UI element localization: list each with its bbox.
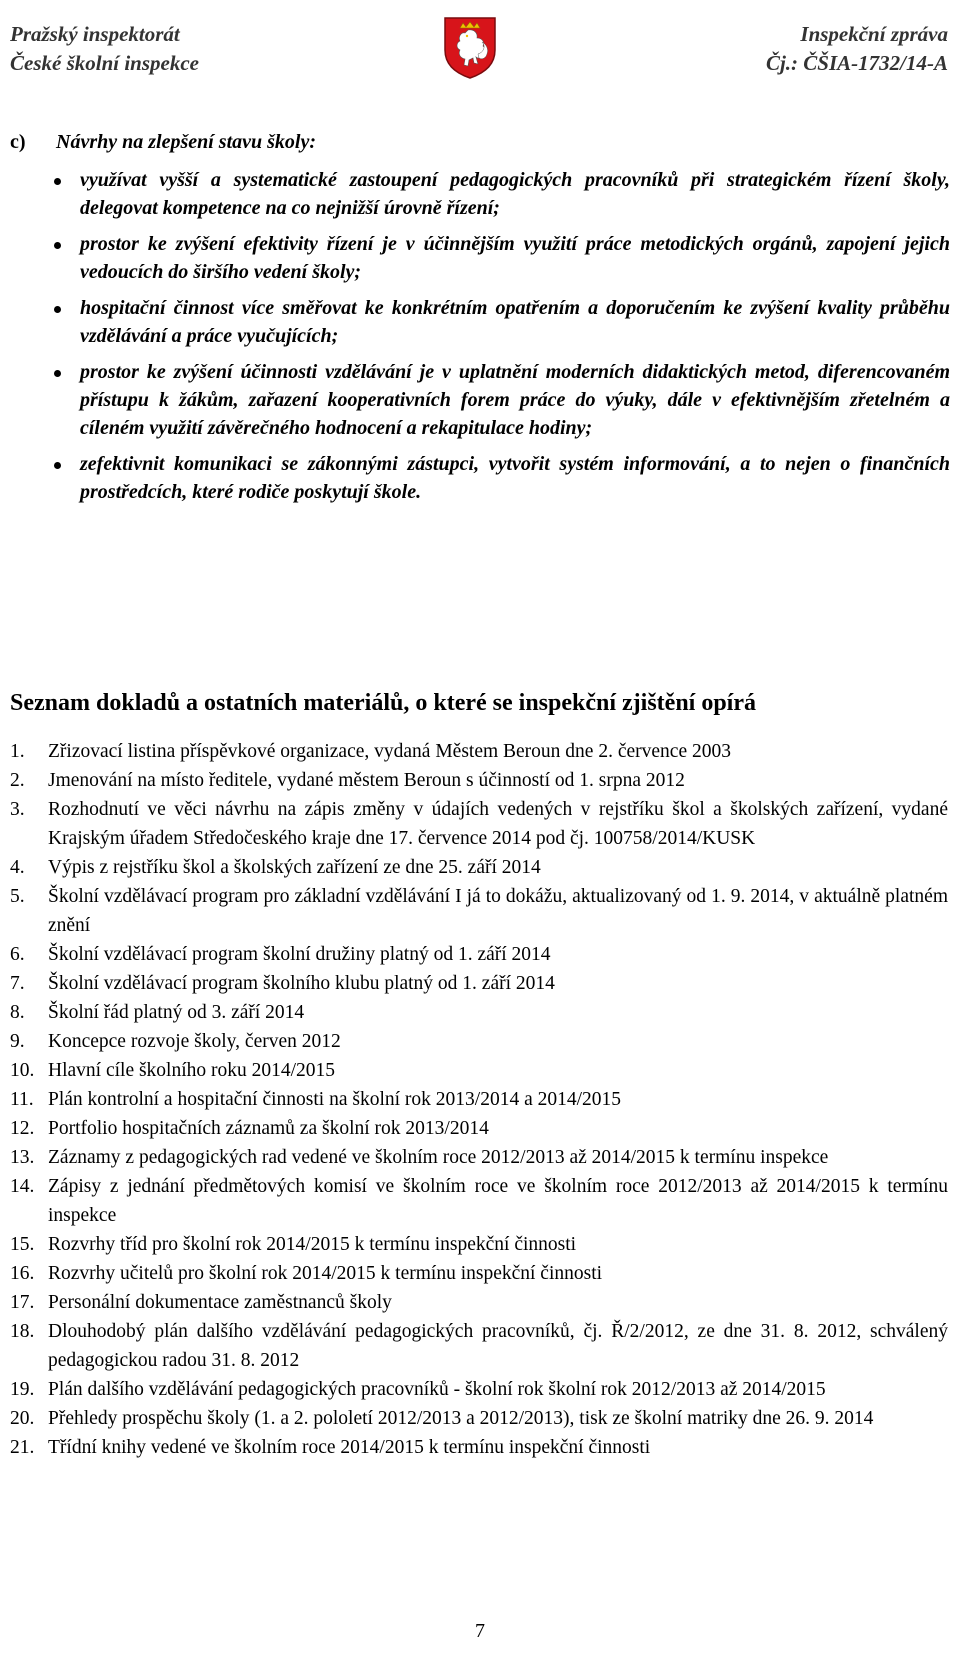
source-item bbox=[10, 1143, 948, 1172]
source-text: Školní vzdělávací program školní družiny platný od 1. září 2014 bbox=[48, 944, 551, 965]
source-text: Rozvrhy tříd pro školní rok 2014/2015 k termínu inspekční činnosti bbox=[48, 1234, 577, 1255]
source-item bbox=[10, 1230, 948, 1259]
source-number: 21. bbox=[10, 1437, 35, 1458]
page-number: 7 bbox=[475, 1620, 485, 1642]
issuer-line-1: Pražský inspektorát bbox=[10, 22, 180, 46]
source-item bbox=[10, 1259, 948, 1288]
source-text: Koncepce rozvoje školy, červen 2012 bbox=[48, 1031, 341, 1052]
source-item bbox=[10, 766, 948, 795]
source-number: 5. bbox=[10, 886, 25, 907]
bullet-icon bbox=[54, 370, 61, 377]
proposal-text: prostor ke zvýšení účinnosti vzdělávání je v uplatnění moderních didaktických metod, diferencovaném přístupu k žákům, zařazení kooperativních forem práce do výuky, dále v efektivnějším zřetelném a cíleném využití závěrečného hodnocení a rekapitulace hodiny; bbox=[80, 361, 950, 439]
source-item bbox=[10, 1056, 948, 1085]
proposal-item bbox=[10, 450, 950, 506]
source-item bbox=[10, 969, 948, 998]
source-text: Personální dokumentace zaměstnanců školy bbox=[48, 1292, 392, 1313]
source-item bbox=[10, 998, 948, 1027]
reference-number: Čj.: ČŠIA-1732/14-A bbox=[765, 51, 948, 75]
source-number: 2. bbox=[10, 770, 25, 791]
improvement-proposals-section bbox=[10, 128, 950, 514]
source-number: 11. bbox=[10, 1089, 34, 1110]
source-text: Rozvrhy učitelů pro školní rok 2014/2015 k termínu inspekční činnosti bbox=[48, 1263, 603, 1284]
proposal-item bbox=[10, 166, 950, 222]
source-number: 4. bbox=[10, 857, 25, 878]
source-item bbox=[10, 737, 948, 766]
source-text: Třídní knihy vedené ve školním roce 2014/2015 k termínu inspekční činnosti bbox=[48, 1437, 651, 1458]
sources-list bbox=[10, 737, 948, 1462]
source-number: 17. bbox=[10, 1292, 35, 1313]
proposal-text: využívat vyšší a systematické zastoupení pedagogických pracovníků při strategickém řízení školy, delegovat kompetence na co nejnižší úrovně řízení; bbox=[80, 169, 950, 219]
source-item bbox=[10, 1404, 948, 1433]
issuer-block bbox=[10, 20, 199, 78]
source-text: Plán kontrolní a hospitační činnosti na školní rok 2013/2014 a 2014/2015 bbox=[48, 1089, 622, 1110]
section-marker: c) bbox=[10, 131, 26, 153]
source-item bbox=[10, 1172, 948, 1230]
source-item bbox=[10, 795, 948, 853]
source-text: Výpis z rejstříku škol a školských zařízení ze dne 25. září 2014 bbox=[48, 857, 541, 878]
source-text: Plán dalšího vzdělávání pedagogických pracovníků - školní rok školní rok 2012/2013 až 2014/2015 bbox=[48, 1379, 826, 1400]
source-item bbox=[10, 1317, 948, 1375]
source-number: 6. bbox=[10, 944, 25, 965]
source-item bbox=[10, 853, 948, 882]
source-item bbox=[10, 1433, 948, 1462]
source-text: Hlavní cíle školního roku 2014/2015 bbox=[48, 1060, 336, 1081]
section-title: Návrhy na zlepšení stavu školy: bbox=[56, 131, 316, 153]
proposal-item bbox=[10, 294, 950, 350]
source-number: 10. bbox=[10, 1060, 35, 1081]
bullet-icon bbox=[54, 306, 61, 313]
source-text: Zřizovací listina příspěvkové organizace, vydaná Městem Beroun dne 2. července 2003 bbox=[48, 741, 731, 762]
source-text: Záznamy z pedagogických rad vedené ve školním roce 2012/2013 až 2014/2015 k termínu inspekce bbox=[48, 1147, 829, 1168]
source-number: 20. bbox=[10, 1408, 35, 1429]
report-id-block bbox=[766, 20, 948, 78]
source-number: 13. bbox=[10, 1147, 35, 1168]
source-text: Portfolio hospitačních záznamů za školní rok 2013/2014 bbox=[48, 1118, 489, 1139]
sources-heading: Seznam dokladů a ostatních materiálů, o které se inspekční zjištění opírá bbox=[10, 690, 757, 716]
source-text: Školní vzdělávací program pro základní vzdělávání I já to dokážu, aktualizovaný od 1. 9. 2014, v aktuálně platném znění bbox=[48, 886, 948, 936]
source-text: Rozhodnutí ve věci návrhu na zápis změny v údajích vedených v rejstříku škol a školských zařízení, vydané Krajským úřadem Středočeského kraje dne 17. července 2014 pod čj. 100758/2014/KUSK bbox=[48, 799, 948, 849]
report-type: Inspekční zpráva bbox=[800, 22, 948, 46]
source-number: 18. bbox=[10, 1321, 35, 1342]
issuer-line-2: České školní inspekce bbox=[10, 51, 199, 75]
source-text: Školní vzdělávací program školního klubu platný od 1. září 2014 bbox=[48, 973, 555, 994]
proposal-text: zefektivnit komunikaci se zákonnými zástupci, vytvořit systém informování, a to nejen o finančních prostředcích, které rodiče poskytují škole. bbox=[80, 453, 950, 503]
proposal-item bbox=[10, 230, 950, 286]
source-item bbox=[10, 1375, 948, 1404]
source-number: 15. bbox=[10, 1234, 35, 1255]
source-number: 14. bbox=[10, 1176, 35, 1197]
czech-lion-coat-of-arms-icon bbox=[442, 14, 498, 80]
source-number: 9. bbox=[10, 1031, 25, 1052]
bullet-icon bbox=[54, 178, 61, 185]
source-item bbox=[10, 882, 948, 940]
source-number: 12. bbox=[10, 1118, 35, 1139]
source-item bbox=[10, 1027, 948, 1056]
page-header bbox=[0, 14, 960, 86]
source-text: Zápisy z jednání předmětových komisí ve školním roce ve školním roce 2012/2013 až 2014/2015 k termínu inspekce bbox=[48, 1176, 948, 1226]
source-number: 1. bbox=[10, 741, 25, 762]
bullet-icon bbox=[54, 242, 61, 249]
source-item bbox=[10, 1114, 948, 1143]
source-item bbox=[10, 1288, 948, 1317]
source-item bbox=[10, 940, 948, 969]
source-text: Přehledy prospěchu školy (1. a 2. pololetí 2012/2013 a 2012/2013), tisk ze školní matriky dne 26. 9. 2014 bbox=[48, 1408, 874, 1429]
bullet-icon bbox=[54, 462, 61, 469]
source-text: Dlouhodobý plán dalšího vzdělávání pedagogických pracovníků, čj. Ř/2/2012, ze dne 31. 8. 2012, schválený pedagogickou radou 31. 8. 2012 bbox=[48, 1321, 948, 1371]
source-number: 3. bbox=[10, 799, 25, 820]
source-text: Jmenování na místo ředitele, vydané městem Beroun s účinností od 1. srpna 2012 bbox=[48, 770, 685, 791]
proposal-text: prostor ke zvýšení efektivity řízení je v účinnějším využití práce metodických orgánů, zapojení jejich vedoucích do širšího vedení školy; bbox=[80, 233, 950, 283]
proposal-item bbox=[10, 358, 950, 442]
source-number: 7. bbox=[10, 973, 25, 994]
source-number: 19. bbox=[10, 1379, 35, 1400]
proposal-list bbox=[10, 166, 950, 506]
section-heading bbox=[10, 128, 950, 156]
proposal-text: hospitační činnost více směřovat ke konkrétním opatřením a doporučením ke zvýšení kvality průběhu vzdělávání a práce vyučujících; bbox=[80, 297, 950, 347]
source-item bbox=[10, 1085, 948, 1114]
source-number: 16. bbox=[10, 1263, 35, 1284]
source-text: Školní řád platný od 3. září 2014 bbox=[48, 1002, 305, 1023]
source-number: 8. bbox=[10, 1002, 25, 1023]
